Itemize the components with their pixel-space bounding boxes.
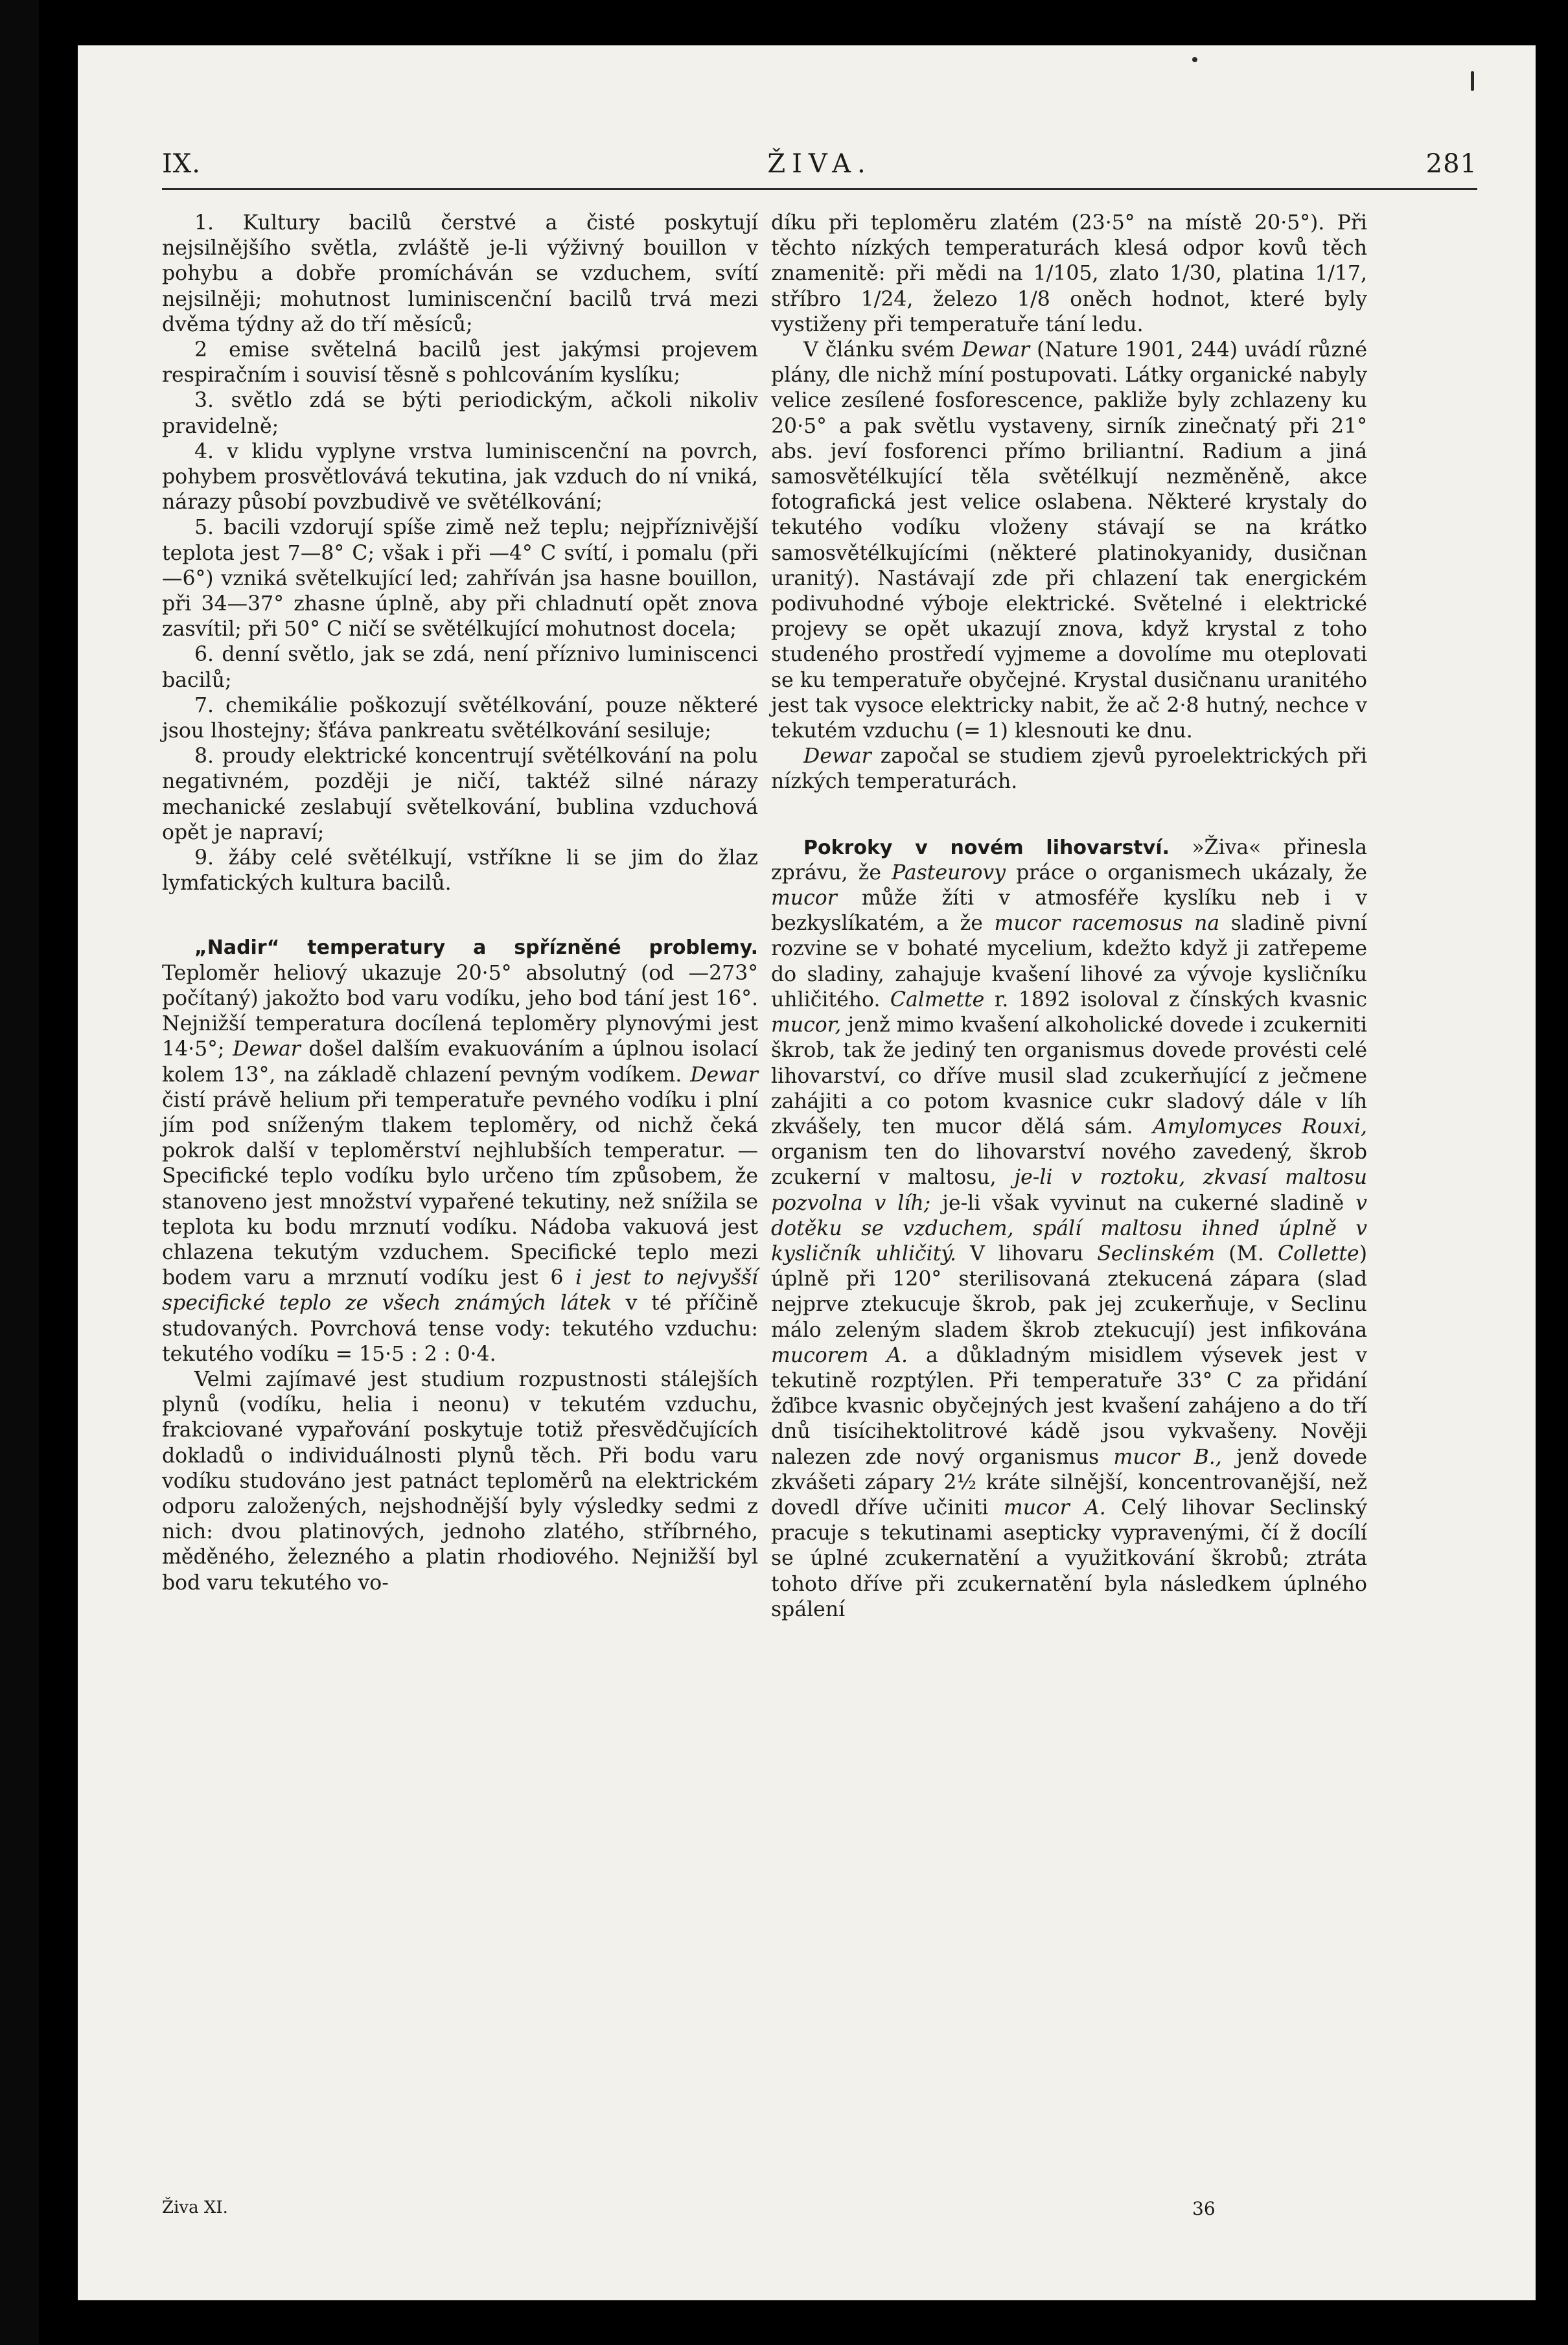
- name-calmette: Calmette: [890, 988, 985, 1011]
- text-run: Celý lihovar Seclinský pracuje s tekutinami asepticky vypravenými, čí ž docílí se úplné zcukernatění a využitkování škrobů; ztráta tohoto dříve při zcukernatění byla následkem úplného spálení: [771, 1496, 1367, 1621]
- term-mucor-a: mucorem A.: [771, 1343, 908, 1367]
- term-mucor: mucor: [771, 886, 837, 910]
- list-item: 8. proudy elektrické koncentrují světélkování na polu negativném, později je ničí, taktéž silné nárazy mechanické zeslabují světelkování, bublina vzduchová opět je napraví;: [162, 745, 758, 844]
- footer-sheet-number: 36: [1192, 2198, 1216, 2219]
- term-mucor-b: mucor B.,: [1113, 1445, 1222, 1469]
- article-nadir: [162, 935, 758, 1367]
- list-item: 9. žáby celé světélkují, vstříkne li se jim do žlaz lymfatických kultura bacilů.: [162, 846, 758, 895]
- text-run: došel dalším evakuováním a úplnou isolací kolem 13°, na základě chlazení pevným vodíkem.: [162, 1037, 758, 1087]
- section-title-lihovarstvi: Pokroky v novém lihovarství.: [803, 836, 1170, 859]
- list-item: 5. bacili vzdorují spíše zimě než teplu; nejpříznivější teplota jest 7—8° C; však i při —4° C svítí, i pomalu (při —6°) vzniká světelkující led; zahříván jsa hasne bouillon, při 34—37° zhasne úplně, aby při chladnutí opět znova zasvítil; při 50° C ničí se světélkující mohutnost docela;: [162, 516, 758, 641]
- right-column: [771, 211, 1367, 1623]
- journal-title: ŽIVA.: [767, 149, 872, 179]
- emphasis: je-li v roztoku, zkvasí maltosu pozvolna v líh;: [771, 1166, 1367, 1215]
- term-mucor-a: mucor A.: [1003, 1496, 1106, 1519]
- paragraph: Velmi zajímavé jest studium rozpustnosti stálejších plynů (vodíku, helia i neonu) v tekutém vzduchu, frakciované vypařování poskytuje totiž přesvědčujících dokladů o individuálnosti plynů těch. Při bodu varu vodíku studováno jest patnáct teploměrů na elektrickém odporu založených, nejshodnější byly výsledky sedmi z nich: dvou platinových, jednoho zlatého, stříbrného, měděného, železného a platin rhodiového. Nejnižší byl bod varu tekutého vo-: [162, 1367, 758, 1595]
- text-run: r. 1892 isoloval z čínských kvasnic: [984, 988, 1368, 1011]
- text-run: ) úplně při 120° sterilisovaná ztekucená zápara (slad nejprve ztekucuje škrob, pak jej zcukerňuje, v Seclinu málo zeleným sladem škrob ztekucují) jest infikována: [771, 1242, 1367, 1342]
- text-run: jenž mimo kvašení alkoholické dovede i zcukerniti škrob, tak že jediný ten organismus dovede provésti celé lihovarství, co dříve musil slad zcukerňující z ječmene zahájiti a co potom kvasnice cukr sladový dále v líh zkvášely, ten mucor dělá sám.: [771, 1013, 1367, 1138]
- term-mucor: mucor,: [771, 1013, 842, 1037]
- page-number: 281: [1425, 149, 1477, 179]
- list-item: 2 emise světelná bacilů jest jakýmsi projevem respiračním i souvisí těsně s pohlcováním kyslíku;: [162, 338, 758, 387]
- scan-speck: [1192, 57, 1197, 62]
- text-run: V článku svém: [803, 338, 962, 362]
- paragraph: [771, 338, 1367, 744]
- text-run: (M.: [1215, 1242, 1278, 1265]
- text-run: je-li však vyvinut na cukerné sladině: [930, 1191, 1356, 1215]
- text-run: čistí právě helium při temperatuře pevného vodíku i plní jím pod sníženým tlakem teploměry, od nichž čeká pokrok další v teploměrství nejhlubších temperatur. — Specifické teplo vodíku bylo určeno tím způsobem, že stanoveno jest množství vypařené tekutiny, než snížila se teplota ku bodu mrznutí vodíku. Nádoba vakuová jest chlazena tekutým vzduchem. Specifické teplo mezi bodem varu a mrznutí vodíku jest 6: [162, 1088, 758, 1290]
- text-run: sladině pivní rozvine se v bohaté mycelium, kdežto když ji zatřepeme do sladiny, zahajuje kvašení lihové za vývoje kysličníku uhličitého.: [771, 912, 1367, 1011]
- volume-number: IX.: [162, 149, 201, 179]
- place-seclin: Seclinském: [1097, 1242, 1216, 1265]
- footer-signature: Živa XI.: [162, 2198, 228, 2217]
- text-run: může žíti v atmosféře kyslíku neb i v bezkyslíkatém, a že: [771, 886, 1367, 936]
- emphasis: v dotěku se vzduchem, spálí maltosu ihned úplně v kysličník uhličitý.: [771, 1191, 1368, 1265]
- name-pasteur: Pasteurovy: [892, 861, 1006, 884]
- article-lihovarstvi: [771, 835, 1367, 1623]
- text-run: V lihovaru: [956, 1242, 1098, 1265]
- text-run: započal se studiem zjevů pyroelektrických při nízkých temperaturách.: [771, 745, 1367, 794]
- text-run: jenž dovede zkvášeti zápary 2½ kráte silnější, koncentrovanější, než dovedl dříve učiniti: [771, 1445, 1367, 1519]
- emphasis: i jest to nejvyšší specifické teplo ze všech známých látek: [162, 1266, 758, 1315]
- name-dewar: Dewar: [233, 1037, 301, 1061]
- term-amylomyces: Amylomyces Rouxi,: [1153, 1115, 1368, 1138]
- scan-speck: [1471, 71, 1474, 91]
- list-item: 6. denní světlo, jak se zdá, není příznivo luminiscenci bacilů;: [162, 643, 758, 692]
- name-dewar: Dewar: [690, 1063, 758, 1087]
- scan-edge: [0, 0, 39, 2345]
- list-item: 4. v klidu vyplyne vrstva luminiscenční na povrch, pohybem prosvětlovává tekutina, jak vzduch do ní vniká, nárazy působí povzbudivě ve světélkování;: [162, 439, 758, 514]
- paragraph: [771, 744, 1367, 794]
- list-item: 7. chemikálie poškozují světélkování, pouze některé jsou lhostejny; šťáva pankreatu světélkování sesiluje;: [162, 693, 758, 743]
- text-run: (Nature 1901, 244) uvádí různé plány, dle nichž míní postupovati. Látky organické nabyly velice zesílené fosforescence, pakliže byly zchlazeny ku 20·5° a pak světlu vystaveny, sirník zinečnatý při 21° abs. jeví fosforenci přímo briliantní. Radium a jiná samosvětélkující těla světélkují nezměněně, akce fotografická jest velice oslabena. Některé krystaly do tekutého vodíku vloženy stávají se na krátko samosvětélkujícími (některé platinokyanidy, dusičnan uranitý). Nastávají zde při chlazení tak energickém podivuhodné výboje elektrické. Světelné i elektrické projevy se opět ukazují znova, když krystal z toho studeného prostředí vyjmeme a dovolíme mu oteplovati se ku temperatuře obyčejné. Krystal dusičnanu uranitého jest tak vysoce elektricky nabit, že ač 2·8 hutný, nechce v tekutém vzduchu (= 1) klesnouti ke dnu.: [771, 338, 1367, 743]
- text-run: »Živa« přinesla zprávu, že: [771, 835, 1367, 884]
- name-dewar: Dewar: [803, 745, 871, 768]
- text-run: Teploměr heliový ukazuje 20·5° absolutný (od —273° počítaný) jakožto bod varu vodíku, jeho bod tání jest 16°. Nejnižší temperatura docílená teploměry plynovými jest 14·5°;: [162, 961, 758, 1061]
- journal-page: [78, 45, 1536, 2300]
- text-run: organism ten do lihovarství nového zavedený, škrob zcukerní v maltosu,: [771, 1140, 1367, 1190]
- list-item: 1. Kultury bacilů čerstvé a čisté poskytují nejsilnějšího světla, zvláště je-li výživný bouillon v pohybu a dobře promícháván se vzduchem, svítí nejsilněji; mohutnost luminiscenční bacilů trvá mezi dvěma týdny až do tří měsíců;: [162, 211, 758, 336]
- running-head: [162, 143, 1477, 190]
- text-run: a důkladným misidlem výsevek jest v tekutině rozptýlen. Při temperatuře 33° C za přidání žďibce kvasnic obyčejných jest kvašení zahájeno a do tří dnů tisícihektolitrové kádě jsou vykvašeny. Nověji nalezen zde nový organismus: [771, 1343, 1367, 1469]
- term-mucor-racemosus: mucor racemosus na: [994, 912, 1220, 936]
- text-run: v té příčině studovaných. Povrchová tense vody: tekutého vzduchu: tekutého vodíku = 15·5 : 2 : 0·4.: [162, 1291, 759, 1366]
- name-dewar: Dewar: [962, 338, 1030, 362]
- text-run: práce o organismech ukázaly, že: [1006, 861, 1368, 884]
- left-column: [162, 211, 758, 1596]
- section-title-nadir: „Nadir“ temperatury a spřízněné problemy.: [194, 936, 758, 960]
- paragraph: díku při teploměru zlatém (23·5° na místě 20·5°). Při těchto nízkých temperaturách klesá odpor kovů těch znamenitě: při mědi na 1/105, zlato 1/30, platina 1/17, stříbro 1/24, železo 1/8 oněch hodnot, které byly vystiženy při temperatuře tání ledu.: [771, 211, 1367, 336]
- name-collette: Collette: [1277, 1242, 1359, 1265]
- list-item: 3. světlo zdá se býti periodickým, ačkoli nikoliv pravidelně;: [162, 389, 758, 438]
